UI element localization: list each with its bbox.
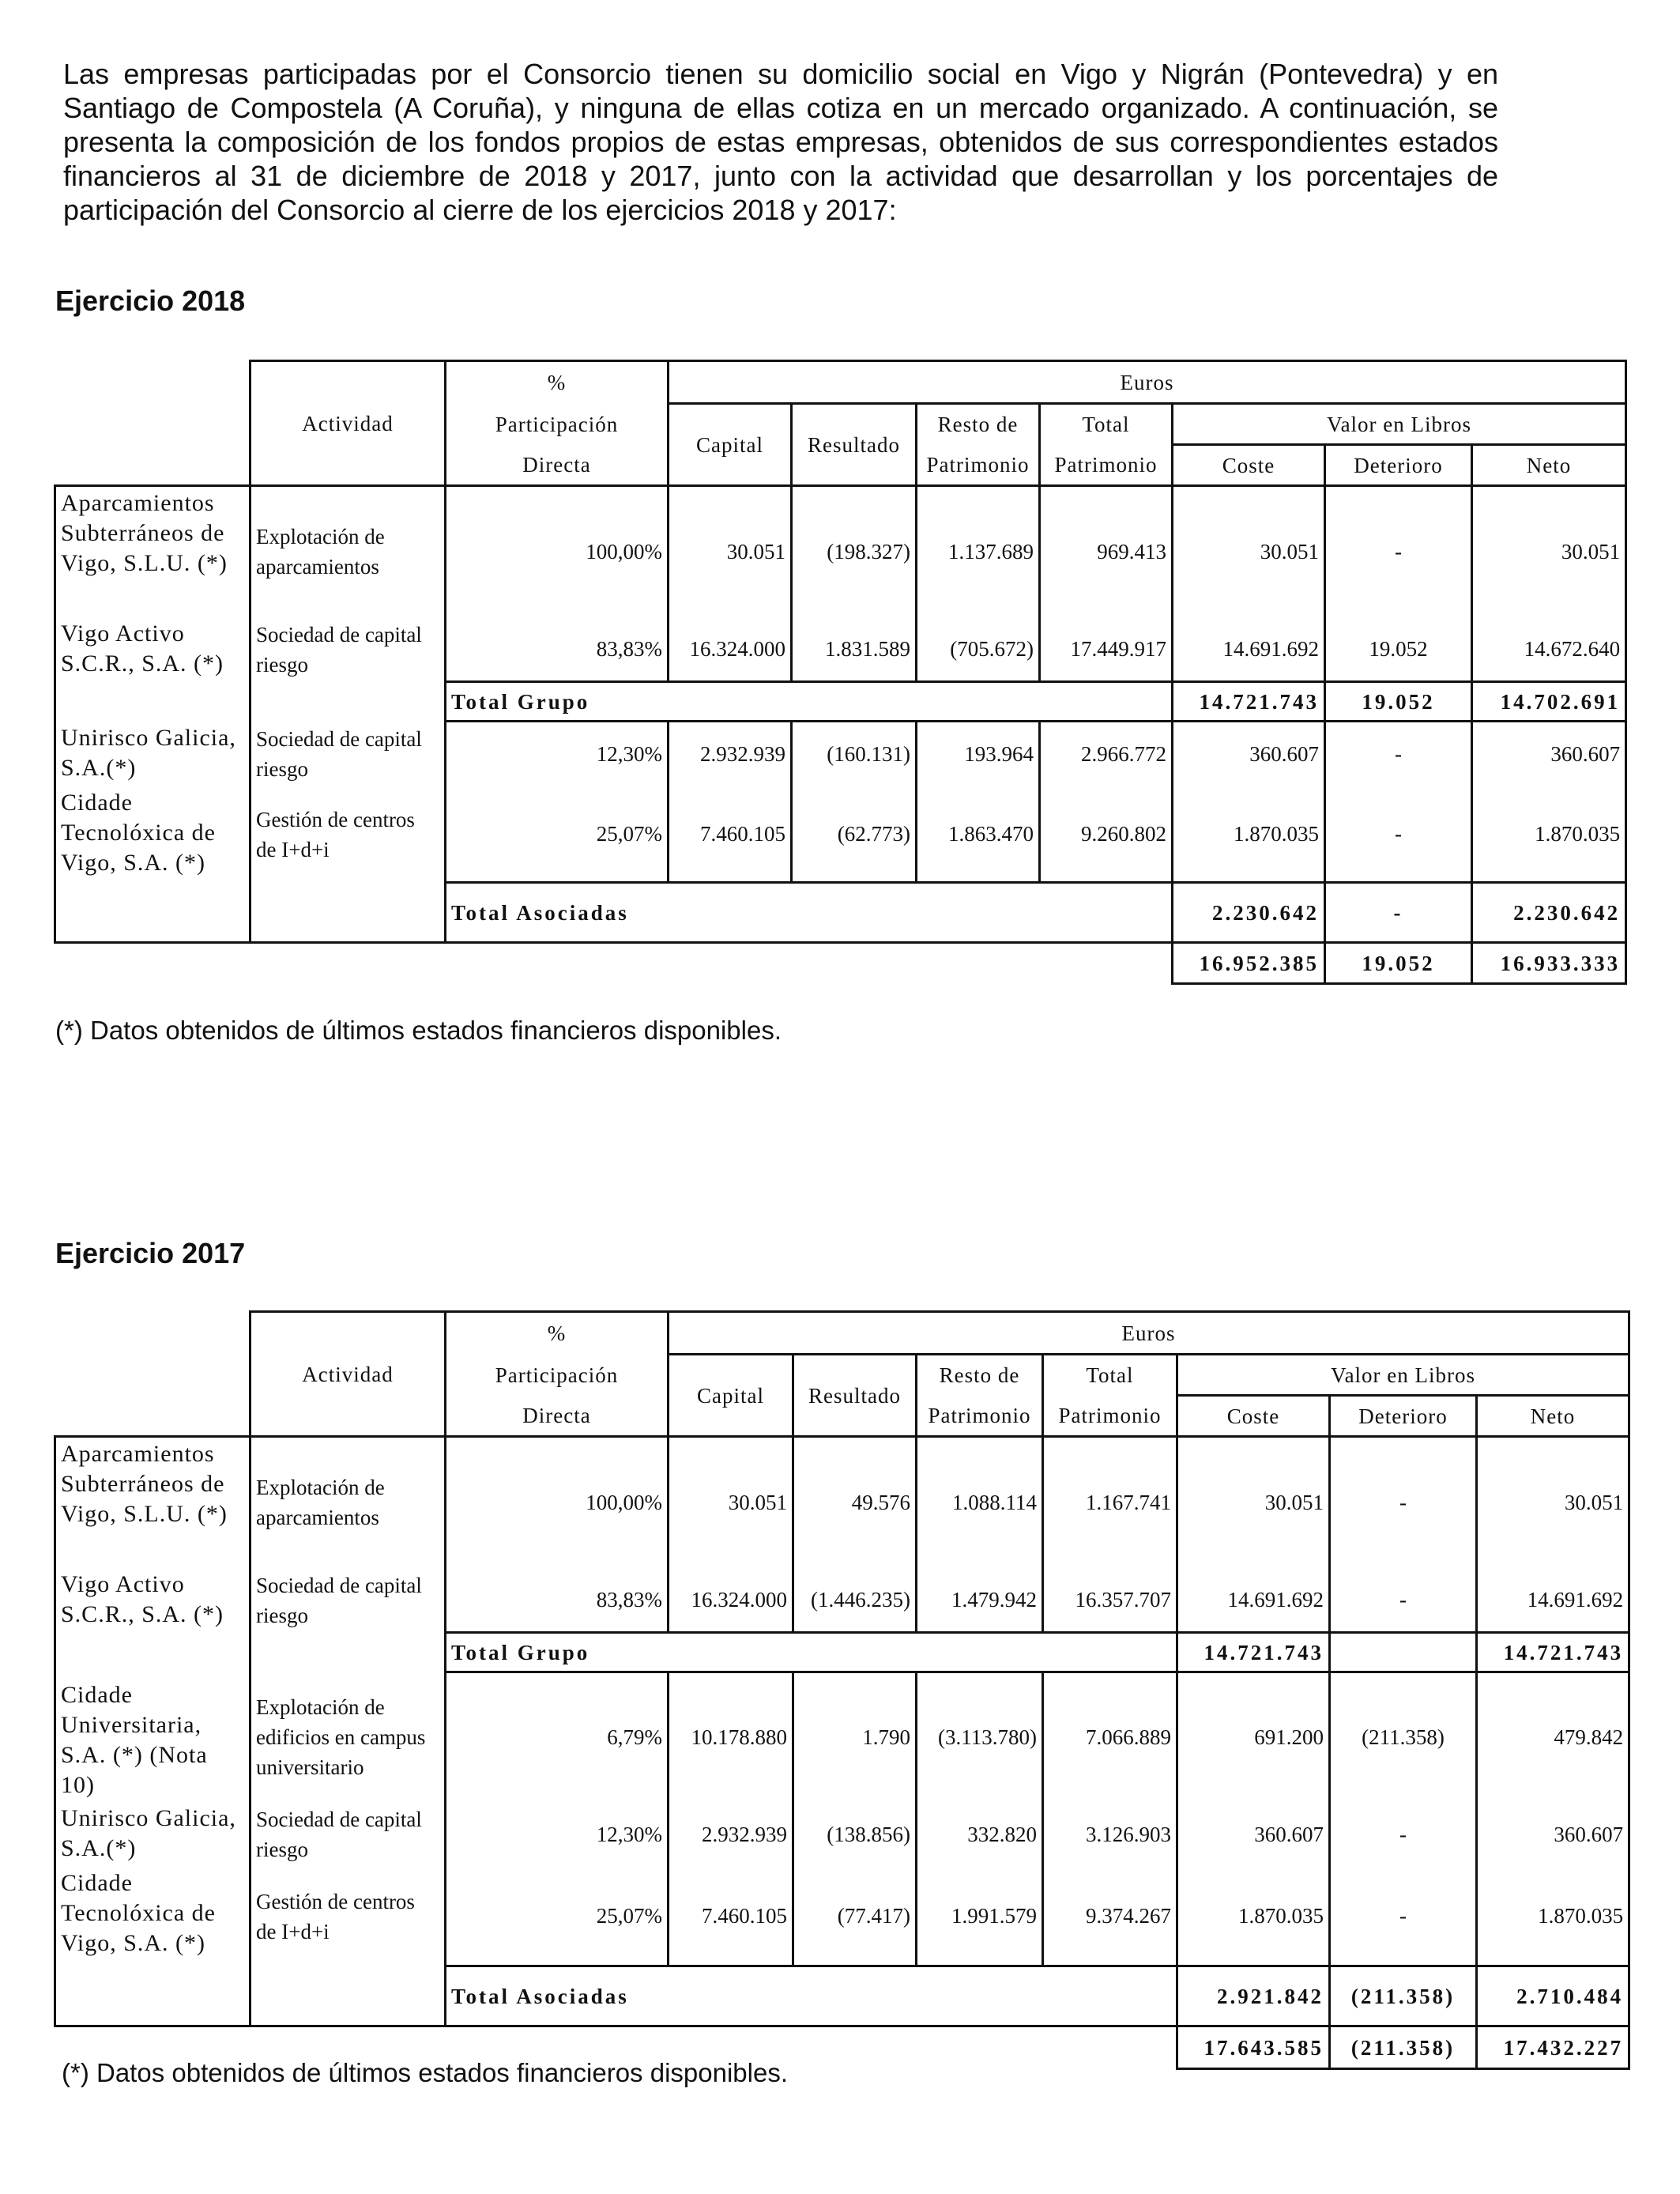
section-title-2018: Ejercicio 2018 xyxy=(55,285,246,317)
total-asociadas-label: Total Asociadas xyxy=(446,883,1173,943)
table-2018 xyxy=(54,360,1627,985)
cell-capital: 2.932.939 xyxy=(669,1802,793,1867)
company-name: Vigo Activo S.C.R., S.A. (*) xyxy=(55,617,250,682)
cell-resto: 1.088.114 xyxy=(917,1437,1043,1568)
cell-capital: 10.178.880 xyxy=(669,1672,793,1802)
total-grupo-label: Total Grupo xyxy=(446,1633,1177,1672)
header-resto-1: Resto de xyxy=(917,404,1040,445)
cell-coste: 691.200 xyxy=(1177,1672,1330,1802)
intro-paragraph: Las empresas participadas por el Consorcio tienen su domicilio social en Vigo y Nigrán (Pontevedra) y en Santiago de Compostela (A Coruña), y ninguna de ellas cotiza en un mercado organizado. A continuación, se presenta la composición de los fondos propios de estas empresas, obtenidos de sus correspondientes estados financieros al 31 de diciembre de 2018 y 2017, junto con la actividad que desarrollan y los porcentajes de participación del Consorcio al cierre de los ejercicios 2018 y 2017: xyxy=(63,58,1498,226)
company-activity: Gestión de centros de I+d+i xyxy=(250,786,446,883)
header-total-1: Total xyxy=(1040,404,1173,445)
cell-resultado: (77.417) xyxy=(793,1867,917,1966)
cell-pct: 25,07% xyxy=(446,1867,669,1966)
cell-neto: 360.607 xyxy=(1472,722,1626,786)
cell-resultado: 1.831.589 xyxy=(792,617,917,682)
company-activity: Sociedad de capital riesgo xyxy=(250,1568,446,1633)
cell-coste: 30.051 xyxy=(1173,486,1325,617)
cell-pct: 83,83% xyxy=(446,617,669,682)
grand-total-neto: 16.933.333 xyxy=(1472,943,1626,984)
header-pct-2: Participación xyxy=(446,404,669,445)
total-grupo-deterioro: 19.052 xyxy=(1325,682,1472,722)
header-resultado: Resultado xyxy=(792,404,917,486)
total-grupo-neto: 14.702.691 xyxy=(1472,682,1626,722)
cell-coste: 360.607 xyxy=(1177,1802,1330,1867)
company-activity: Explotación de aparcamientos xyxy=(250,1437,446,1568)
header-neto: Neto xyxy=(1477,1396,1629,1437)
total-asociadas-coste: 2.230.642 xyxy=(1173,883,1325,943)
cell-neto: 30.051 xyxy=(1472,486,1626,617)
cell-coste: 14.691.692 xyxy=(1173,617,1325,682)
total-asociadas-coste: 2.921.842 xyxy=(1177,1966,1330,2026)
cell-pct: 25,07% xyxy=(446,786,669,883)
cell-deterioro: (211.358) xyxy=(1330,1672,1477,1802)
cell-resto: 1.479.942 xyxy=(917,1568,1043,1633)
cell-total: 17.449.917 xyxy=(1040,617,1173,682)
header-euros: Euros xyxy=(669,1312,1629,1355)
header-capital: Capital xyxy=(669,1355,793,1437)
cell-deterioro: - xyxy=(1330,1568,1477,1633)
cell-capital: 2.932.939 xyxy=(669,722,792,786)
header-resultado: Resultado xyxy=(793,1355,917,1437)
total-asociadas-neto: 2.710.484 xyxy=(1477,1966,1629,2026)
total-asociadas-row xyxy=(55,883,1626,943)
cell-resultado: 1.790 xyxy=(793,1672,917,1802)
cell-total: 9.374.267 xyxy=(1043,1867,1177,1966)
company-activity: Sociedad de capital riesgo xyxy=(250,617,446,682)
cell-deterioro: - xyxy=(1325,786,1472,883)
cell-coste: 360.607 xyxy=(1173,722,1325,786)
cell-deterioro: - xyxy=(1330,1867,1477,1966)
header-total-2: Patrimonio xyxy=(1040,445,1173,486)
cell-capital: 7.460.105 xyxy=(669,1867,793,1966)
company-activity: Sociedad de capital riesgo xyxy=(250,722,446,786)
table-row xyxy=(55,1867,1629,1966)
total-grupo-coste: 14.721.743 xyxy=(1177,1633,1330,1672)
cell-pct: 83,83% xyxy=(446,1568,669,1633)
header-resto-2: Patrimonio xyxy=(917,445,1040,486)
header-pct-1: % xyxy=(446,1312,669,1355)
header-coste: Coste xyxy=(1173,445,1325,486)
table-row xyxy=(55,1802,1629,1867)
header-valor-libros: Valor en Libros xyxy=(1173,404,1626,445)
cell-total: 9.260.802 xyxy=(1040,786,1173,883)
cell-neto: 30.051 xyxy=(1477,1437,1629,1568)
grand-total-deterioro: (211.358) xyxy=(1330,2026,1477,2069)
section-title-2017: Ejercicio 2017 xyxy=(55,1237,246,1269)
cell-deterioro: - xyxy=(1330,1437,1477,1568)
header-valor-libros: Valor en Libros xyxy=(1177,1355,1629,1396)
header-pct-3: Directa xyxy=(446,445,669,486)
table-row xyxy=(55,486,1626,617)
cell-resto: (3.113.780) xyxy=(917,1672,1043,1802)
table-row xyxy=(55,722,1626,786)
header-resto-2: Patrimonio xyxy=(917,1396,1043,1437)
cell-pct: 6,79% xyxy=(446,1672,669,1802)
cell-neto: 360.607 xyxy=(1477,1802,1629,1867)
total-grupo-row xyxy=(55,1633,1629,1672)
header-actividad: Actividad xyxy=(250,361,446,486)
cell-total: 7.066.889 xyxy=(1043,1672,1177,1802)
cell-neto: 1.870.035 xyxy=(1477,1867,1629,1966)
cell-pct: 12,30% xyxy=(446,722,669,786)
cell-pct: 12,30% xyxy=(446,1802,669,1867)
cell-resultado: (138.856) xyxy=(793,1802,917,1867)
cell-coste: 1.870.035 xyxy=(1173,786,1325,883)
company-name: Aparcamientos Subterráneos de Vigo, S.L.U. (*) xyxy=(55,486,250,617)
company-name: Cidade Tecnolóxica de Vigo, S.A. (*) xyxy=(55,786,250,883)
total-grupo-deterioro xyxy=(1330,1633,1477,1672)
total-grupo-coste: 14.721.743 xyxy=(1173,682,1325,722)
total-asociadas-deterioro: (211.358) xyxy=(1330,1966,1477,2026)
grand-total-row xyxy=(55,943,1626,984)
cell-resultado: (198.327) xyxy=(792,486,917,617)
cell-capital: 7.460.105 xyxy=(669,786,792,883)
cell-resto: 193.964 xyxy=(917,722,1040,786)
cell-capital: 16.324.000 xyxy=(669,1568,793,1633)
cell-deterioro: - xyxy=(1325,486,1472,617)
total-asociadas-deterioro: - xyxy=(1325,883,1472,943)
total-asociadas-neto: 2.230.642 xyxy=(1472,883,1626,943)
header-deterioro: Deterioro xyxy=(1330,1396,1477,1437)
header-pct-1: % xyxy=(446,361,669,404)
cell-total: 16.357.707 xyxy=(1043,1568,1177,1633)
cell-pct: 100,00% xyxy=(446,486,669,617)
cell-total: 1.167.741 xyxy=(1043,1437,1177,1568)
table-row xyxy=(55,1672,1629,1802)
company-name: Aparcamientos Subterráneos de Vigo, S.L.U. (*) xyxy=(55,1437,250,1568)
table-row xyxy=(55,1568,1629,1633)
total-grupo-neto: 14.721.743 xyxy=(1477,1633,1629,1672)
cell-neto: 14.672.640 xyxy=(1472,617,1626,682)
company-activity: Sociedad de capital riesgo xyxy=(250,1802,446,1867)
total-asociadas-label: Total Asociadas xyxy=(446,1966,1177,2026)
cell-resto: 1.137.689 xyxy=(917,486,1040,617)
cell-deterioro: - xyxy=(1325,722,1472,786)
company-name: Cidade Universitaria, S.A. (*) (Nota 10) xyxy=(55,1672,250,1802)
cell-deterioro: 19.052 xyxy=(1325,617,1472,682)
company-name: Vigo Activo S.C.R., S.A. (*) xyxy=(55,1568,250,1633)
grand-total-deterioro: 19.052 xyxy=(1325,943,1472,984)
company-name: Unirisco Galicia, S.A.(*) xyxy=(55,722,250,786)
cell-neto: 479.842 xyxy=(1477,1672,1629,1802)
cell-resultado: (160.131) xyxy=(792,722,917,786)
company-name: Unirisco Galicia, S.A.(*) xyxy=(55,1802,250,1867)
cell-resultado: 49.576 xyxy=(793,1437,917,1568)
table-row xyxy=(55,1437,1629,1568)
header-coste: Coste xyxy=(1177,1396,1330,1437)
header-capital: Capital xyxy=(669,404,792,486)
cell-total: 969.413 xyxy=(1040,486,1173,617)
header-total-1: Total xyxy=(1043,1355,1177,1396)
cell-resultado: (62.773) xyxy=(792,786,917,883)
header-neto: Neto xyxy=(1472,445,1626,486)
table-row xyxy=(55,786,1626,883)
cell-pct: 100,00% xyxy=(446,1437,669,1568)
header-total-2: Patrimonio xyxy=(1043,1396,1177,1437)
cell-coste: 30.051 xyxy=(1177,1437,1330,1568)
total-grupo-row xyxy=(55,682,1626,722)
total-asociadas-row xyxy=(55,1966,1629,2026)
grand-total-coste: 17.643.585 xyxy=(1177,2026,1330,2069)
company-name: Cidade Tecnolóxica de Vigo, S.A. (*) xyxy=(55,1867,250,1966)
cell-deterioro: - xyxy=(1330,1802,1477,1867)
table-row xyxy=(55,617,1626,682)
grand-total-coste: 16.952.385 xyxy=(1173,943,1325,984)
cell-resultado: (1.446.235) xyxy=(793,1568,917,1633)
grand-total-neto: 17.432.227 xyxy=(1477,2026,1629,2069)
cell-total: 3.126.903 xyxy=(1043,1802,1177,1867)
company-activity: Explotación de edificios en campus universitario xyxy=(250,1672,446,1802)
footnote-2018: (*) Datos obtenidos de últimos estados financieros disponibles. xyxy=(55,1016,782,1045)
header-euros: Euros xyxy=(669,361,1626,404)
company-activity: Gestión de centros de I+d+i xyxy=(250,1867,446,1966)
header-pct-2: Participación xyxy=(446,1355,669,1396)
cell-resto: 1.863.470 xyxy=(917,786,1040,883)
cell-capital: 30.051 xyxy=(669,486,792,617)
cell-resto: (705.672) xyxy=(917,617,1040,682)
company-activity: Explotación de aparcamientos xyxy=(250,486,446,617)
cell-capital: 16.324.000 xyxy=(669,617,792,682)
header-deterioro: Deterioro xyxy=(1325,445,1472,486)
cell-neto: 14.691.692 xyxy=(1477,1568,1629,1633)
table-2017 xyxy=(54,1310,1630,2070)
cell-coste: 1.870.035 xyxy=(1177,1867,1330,1966)
header-actividad: Actividad xyxy=(250,1312,446,1437)
total-grupo-label: Total Grupo xyxy=(446,682,1173,722)
cell-capital: 30.051 xyxy=(669,1437,793,1568)
cell-coste: 14.691.692 xyxy=(1177,1568,1330,1633)
cell-neto: 1.870.035 xyxy=(1472,786,1626,883)
header-pct-3: Directa xyxy=(446,1396,669,1437)
footnote-2017: (*) Datos obtenidos de últimos estados financieros disponibles. xyxy=(62,2058,789,2087)
header-resto-1: Resto de xyxy=(917,1355,1043,1396)
cell-resto: 332.820 xyxy=(917,1802,1043,1867)
cell-resto: 1.991.579 xyxy=(917,1867,1043,1966)
cell-total: 2.966.772 xyxy=(1040,722,1173,786)
